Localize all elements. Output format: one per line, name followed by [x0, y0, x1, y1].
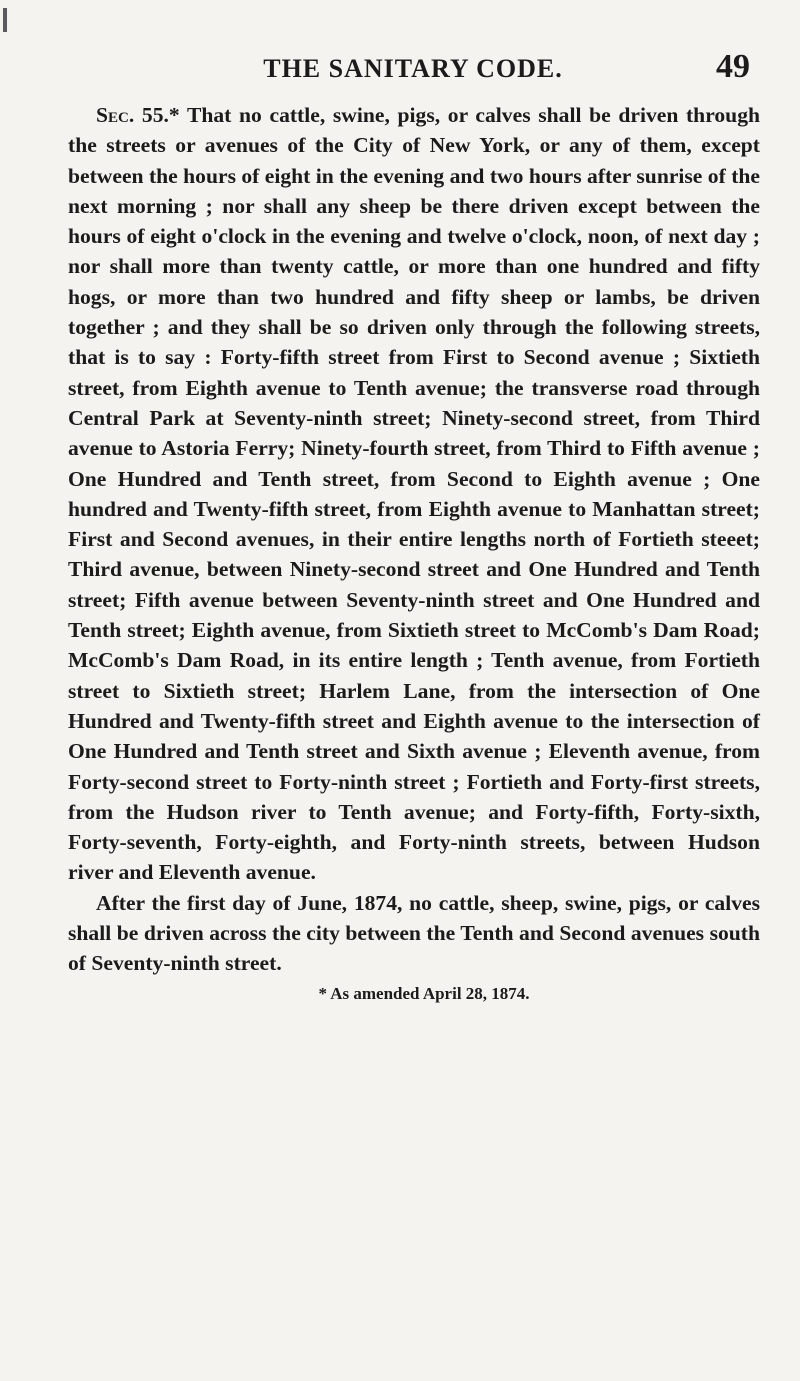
section-label: Sec. 55.* — [96, 103, 180, 127]
running-title: THE SANITARY CODE. — [263, 54, 563, 83]
section-text: That no cattle, swine, pigs, or calves shall be driven through the streets or avenues of the City of New York, or any of them, except between the hours of eight in the evening and two hours after sunrise of the next morning ; nor shall any sheep be there driven except between the hours of eight o'clock in the evening and twelve o'clock, noon, of next day ; nor shall more than twenty cattle, or more than one hundred and fifty hogs, or more than two hundred and fifty sheep or lambs, be driven together ; and they shall be so driven only through the following streets, that is to say : Forty-fifth street from First to Second avenue ; Sixtieth street, from Eighth avenue to Tenth avenue; the transverse road through Central Park at Seventy-ninth street; Ninety-second street, from Third avenue to Astoria Ferry; Ninety-fourth street, from Third to Fifth avenue ; One Hundred and Tenth street, from Second to Eighth avenue ; One hundred and Twenty-fifth street, from Eighth avenue to Manhattan street; First and Second avenues, in their entire lengths north of Fortieth steeet; Third avenue, between Ninety-second street and One Hundred and Tenth street; Fifth avenue between Seventy-ninth street and One Hundred and Tenth street; Eighth avenue, from Sixtieth street to McComb's Dam Road; McComb's Dam Road, in its entire length ; Tenth avenue, from Fortieth street to Sixtieth street; Harlem Lane, from the intersection of One Hundred and Twenty-fifth street and Eighth avenue to the intersection of One Hundred and Tenth street and Sixth avenue ; Eleventh avenue, from Forty-second street to Forty-ninth street ; Fortieth and Forty-first streets, from the Hudson river to Tenth avenue; and Forty-fifth, Forty-sixth, Forty-seventh, Forty-eighth, and Forty-ninth streets, between Hudson river and Eleventh avenue. — [68, 103, 761, 885]
running-head — [68, 48, 758, 92]
second-paragraph: After the first day of June, 1874, no cattle, sheep, swine, pigs, or calves shall be driven across the city between the Tenth and Second avenues south of Seventy-ninth street. — [68, 890, 760, 976]
body-text — [68, 100, 760, 1009]
footnote: * As amended April 28, 1874. — [318, 983, 530, 1003]
section-paragraph — [68, 100, 760, 888]
page-number: 49 — [716, 48, 750, 85]
page-edge-mark — [3, 8, 7, 32]
